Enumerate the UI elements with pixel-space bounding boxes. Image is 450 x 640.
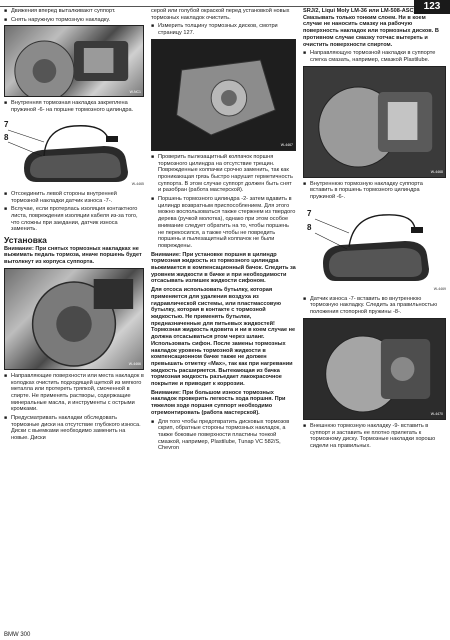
- step-check-boot: ■ Проверить пылезащитный колпачок поршня тормозного цилиндра на отсутствие трещин. Поврежденные колпачки срочно заменить, так как проникающая грязь быстро нарушит герметичность суппорта. В этом случае суппорт должен быть снят и разобран (работа мастерской).: [151, 154, 296, 194]
- page-number: 123: [414, 0, 450, 14]
- paragraph: серой или голубой окраской перед установкой новых тормозных накладок очистить.: [151, 8, 290, 21]
- step-measure: ■ Измерить толщину тормозных дисков, смотри страницу 127.: [151, 23, 296, 36]
- wear-sensor-drawing: [303, 203, 446, 293]
- paragraph: SRJ/2, Liqui Moly LM-36 или LM-508-ASC). Смазывать только тонким слоем. Ни в коем случае не наносить смазку на рабочую поверхность накладок или тормозных дисков. В противном случае смазку тотчас вытереть и очистить поверхности спиртом.: [303, 8, 439, 48]
- drawing-code: W-4465: [131, 182, 144, 187]
- caliper-photo: [4, 25, 144, 97]
- callout-8: 8: [4, 132, 9, 142]
- warning: Внимание: При снятых тормозных накладках не выжимать педаль тормоза, иначе поршень будет вытолкнут из корпуса суппорта.: [4, 245, 142, 266]
- step-push-piston: ■ Поршень тормозного цилиндра -2- затем вдавить в цилиндр возвратным приспособлением. Для этого можно воспользоваться также стержнем из твердого дерева (ручкой молотка), однако при этом особое внимание следует обратить на то, чтобы поршень не перекосился, а также чтобы не повредить поршень и пылезащитный колпачок не были повреждены.: [151, 196, 296, 250]
- step-insert-inner-pad: ■ Внутреннюю тормозную накладку суппорта вставить в поршень тормозного цилиндра пружиной -6-.: [303, 181, 446, 201]
- column-1: [4, 8, 144, 624]
- top-rule: [0, 6, 414, 7]
- drawing-code: W-4469: [433, 287, 446, 292]
- column-2: [151, 8, 296, 624]
- photo-code: W-NC1: [129, 89, 141, 94]
- step-7: ■ Предусматривать накладки обследовать тормозные диски на отсутствие глубокого износа. Диски с выемками необходимо заменить на новые. Диски: [4, 415, 144, 442]
- step-insert-outer-pad: ■ Внешнюю тормозную накладку -9- вставить в суппорт и заставить ее плотно прилегать к тормозному диску. Тормозные накладки хорошо сидели на правильных.: [303, 423, 446, 450]
- callout-7: 7: [307, 208, 312, 218]
- step-1: ■ Движения вперед выталкивают суппорт.: [4, 8, 144, 15]
- step-3: ■ Внутренняя тормозная накладка закреплена пружиной -6- на поршне тормозного цилиндра.: [4, 100, 144, 113]
- warning-1: Внимание: При установке поршня в цилиндр тормозная жидкость из тормозного цилиндра выжимается в компенсационный бачок. Следить за уровнем жидкости в бачке и при необходимости отсасывать излишек жидкости сифоном.: [151, 251, 296, 285]
- inner-pad-photo: [303, 66, 446, 178]
- photo-code: W-4466: [128, 362, 141, 367]
- warning-2: Внимание: При большом износе тормозных накладок проверить легкость хода поршня. При тяжелом ходе поршня суппорт необходимо отремонтировать (работа мастерской).: [151, 389, 286, 416]
- footer: BMW 300: [4, 632, 31, 638]
- outer-pad-photo: [303, 318, 446, 420]
- callout-7: 7: [4, 119, 9, 129]
- step-lubricate: ■ Для того чтобы предотвратить дисковых тормозов скрип, обратные стороны тормозных накладок, а также боковые поверхности пластины тонкой смазкой, например, Plastilube, Tunap VC 582/S, Chevron: [151, 419, 296, 453]
- step-4: ■ Отсоединить левой стороны внутренней тормозной накладки датчик износа -7-.: [4, 191, 144, 204]
- brake-pad-drawing: [4, 116, 144, 188]
- step-5: ■ Вслучае, если протерлась изоляция контактного листа, повреждения изоляции кабеля из-за того, что сложны при заедании, датчик износа заменить.: [4, 206, 144, 233]
- fluid-paragraph: Для отсоса использовать бутылку, которая применяется для удаления воздуха из гидравлической системы, или пластмассовую бутылку, которая в контакте с тормозной жидкостью. Не применять бутылки, предназначенные для питьевых жидкостей! Тормозная жидкость ядовита и ни в коем случае не должна отсасываться ртом через шланг. Использовать сифон. После замены тормозных накладок уровень тормозной жидкости в компенсационном бачке также не должен превышать отметку «Max», так как при нагревании жидкость расширяется. Вытекающая из бачка тормозная жидкость разъедает лакокрасочное покрытие и приводит к коррозии.: [151, 287, 296, 388]
- photo-code: W-4470: [430, 412, 443, 417]
- step-6: ■ Направляющие поверхности или места накладок в колодках очистить подходящей щеткой из мягкого металла или протереть тряпкой, смоченной в спирте. Не применять растворы, содержащие минеральные масла, и инструменты с острыми кромками.: [4, 373, 144, 413]
- column-3: [303, 8, 446, 624]
- step-grease-guide: ■ Направляющую тормозной накладки в суппорте слегка смазать, например, смазкой Plastilube.: [303, 50, 446, 63]
- photo-code: W-4467: [280, 143, 293, 148]
- step-2: ■ Снять наружную тормозную накладку.: [4, 17, 144, 24]
- section-heading: Установка: [4, 235, 47, 246]
- step-sensor: ■ Датчик износа -7- вставить во внутреннюю тормозную накладку. Следить за правильностью положения стопорной пружины -8-.: [303, 296, 446, 316]
- piston-photo: [151, 39, 296, 151]
- callout-8: 8: [307, 222, 312, 232]
- disc-cleaning-photo: [4, 268, 144, 370]
- photo-code: W-4468: [430, 169, 443, 174]
